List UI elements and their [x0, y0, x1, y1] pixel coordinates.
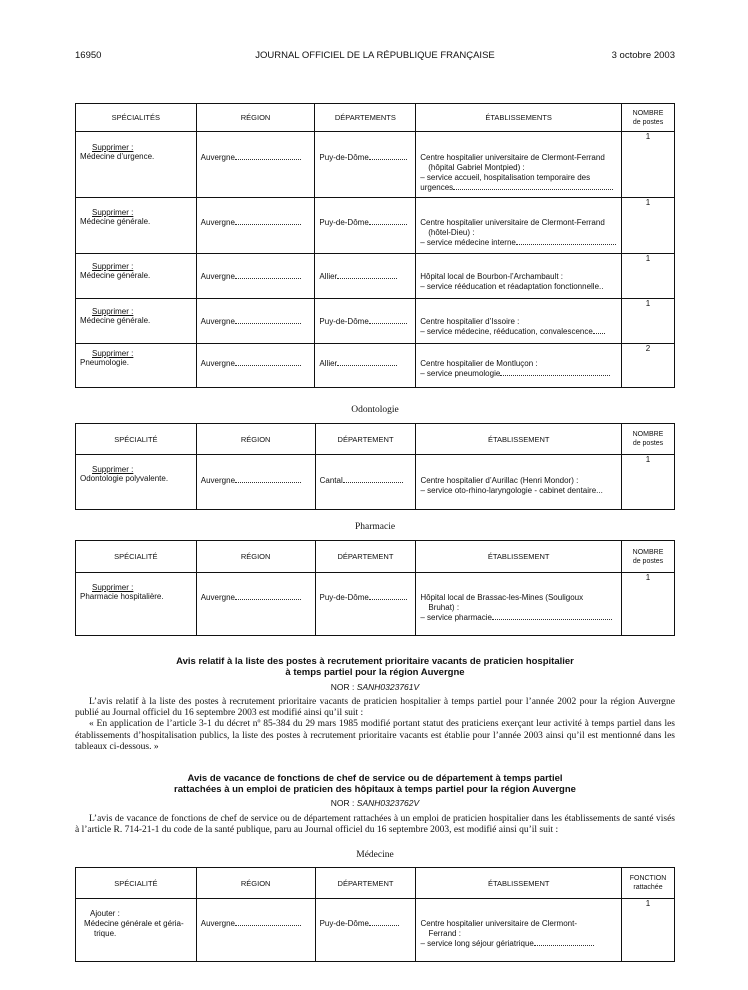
- table-row: Supprimer : Pneumologie. Auvergne Allier Centre hospitalier de Montluçon : – service pneumologie 2: [76, 344, 675, 388]
- page-header: [75, 50, 675, 64]
- table-medecine: [75, 867, 675, 962]
- table-header-row: SPÉCIALITÉ RÉGION DÉPARTEMENT ÉTABLISSEMENT NOMBRE de postes: [76, 541, 675, 573]
- table-row: Supprimer : Pharmacie hospitalière. Auvergne Puy-de-Dôme Hôpital local de Brassac-les-Mines (Souligoux Bruhat) : – service pharmacie 1: [76, 573, 675, 636]
- table-pharmacie: [75, 540, 675, 636]
- avis1-body: L’avis relatif à la liste des postes à recrutement prioritaire vacants de praticien hospitalier à temps partiel pour l’année 2002 pour la région Auvergne publié au Journal officiel du 16 septembre 2003 est modifié ainsi qu’il suit : « En application de l’article 3-1 du décret nº 85-384 du 29 mars 1985 modifié portant statut des praticiens exerçant leur activité à temps partiel dans les établissements d’hospitalisation publics, la liste des postes à recrutement prioritaire vacants est établie pour l’année 2003 ainsi qu’il est mentionné dans les tableaux ci-dessous. »: [75, 697, 675, 752]
- table-specialites: [75, 103, 675, 388]
- table-row: Supprimer : Médecine générale. Auvergne Puy-de-Dôme Centre hospitalier d’Issoire : – service médecine, rééducation, convalescence 1: [76, 299, 675, 344]
- issue-date: 3 octobre 2003: [611, 50, 675, 61]
- avis2-body: L’avis de vacance de fonctions de chef de service ou de département rattachées à un emploi de praticien hospitalier dans les établissements de santé visés à l’article R. 714-21-1 du code de la santé publique, paru au Journal officiel du 16 septembre 2003, est modifié ainsi qu’il suit :: [75, 814, 675, 836]
- col-nombre: NOMBRE de postes: [622, 104, 675, 132]
- section-odontologie: Odontologie: [351, 405, 399, 415]
- journal-title: JOURNAL OFFICIEL DE LA RÉPUBLIQUE FRANÇAISE: [255, 50, 495, 61]
- avis2-title: Avis de vacance de fonctions de chef de service ou de département à temps partiel rattachées à un emploi de praticien des hôpitaux à temps partiel pour la région Auvergne: [174, 773, 576, 795]
- avis1-title: Avis relatif à la liste des postes à recrutement prioritaire vacants de praticien hospitalier à temps partiel pour la région Auvergne: [176, 656, 574, 678]
- col-region: RÉGION: [196, 104, 315, 132]
- col-etablissement: ÉTABLISSEMENTS: [416, 104, 622, 132]
- col-specialite: SPÉCIALITÉS: [76, 104, 197, 132]
- col-departement: DÉPARTEMENTS: [315, 104, 416, 132]
- table-header-row: SPÉCIALITÉ RÉGION DÉPARTEMENT ÉTABLISSEMENT NOMBRE de postes: [76, 424, 675, 455]
- page-number: 16950: [75, 50, 102, 61]
- table-row: Ajouter : Médecine générale et géria- trique. Auvergne Puy-de-Dôme Centre hospitalier universitaire de Clermont- Ferrand : – service long séjour gériatrique 1: [76, 899, 675, 962]
- table-row: Supprimer : Odontologie polyvalente. Auvergne Cantal Centre hospitalier d’Aurillac (Henri Mondor) : – service oto-rhino-laryngologie - cabinet dentaire... 1: [76, 455, 675, 510]
- table-header-row: SPÉCIALITÉ RÉGION DÉPARTEMENT ÉTABLISSEMENT FONCTION rattachée: [76, 868, 675, 899]
- section-medecine: Médecine: [356, 850, 394, 860]
- avis1-nor: NOR : SANH0323761V: [330, 682, 420, 692]
- table-row: Supprimer : Médecine générale. Auvergne Allier Hôpital local de Bourbon-l’Archambault : – service rééducation et réadaptation fonctionnelle.. 1: [76, 254, 675, 299]
- table-odontologie: [75, 423, 675, 510]
- table-header-row: [76, 104, 675, 132]
- avis2-nor: NOR : SANH0323762V: [330, 798, 420, 808]
- section-pharmacie: Pharmacie: [354, 522, 396, 532]
- table-row: Supprimer : Médecine générale. Auvergne Puy-de-Dôme Centre hospitalier universitaire de Clermont-Ferrand (hôtel-Dieu) : – service médecine interne 1: [76, 198, 675, 254]
- table-row: Supprimer : Médecine d’urgence. Auvergne Puy-de-Dôme Centre hospitalier universitaire de Clermont-Ferrand (hôpital Gabriel Montpied) : – service accueil, hospitalisation temporaire des urgences 1: [76, 132, 675, 198]
